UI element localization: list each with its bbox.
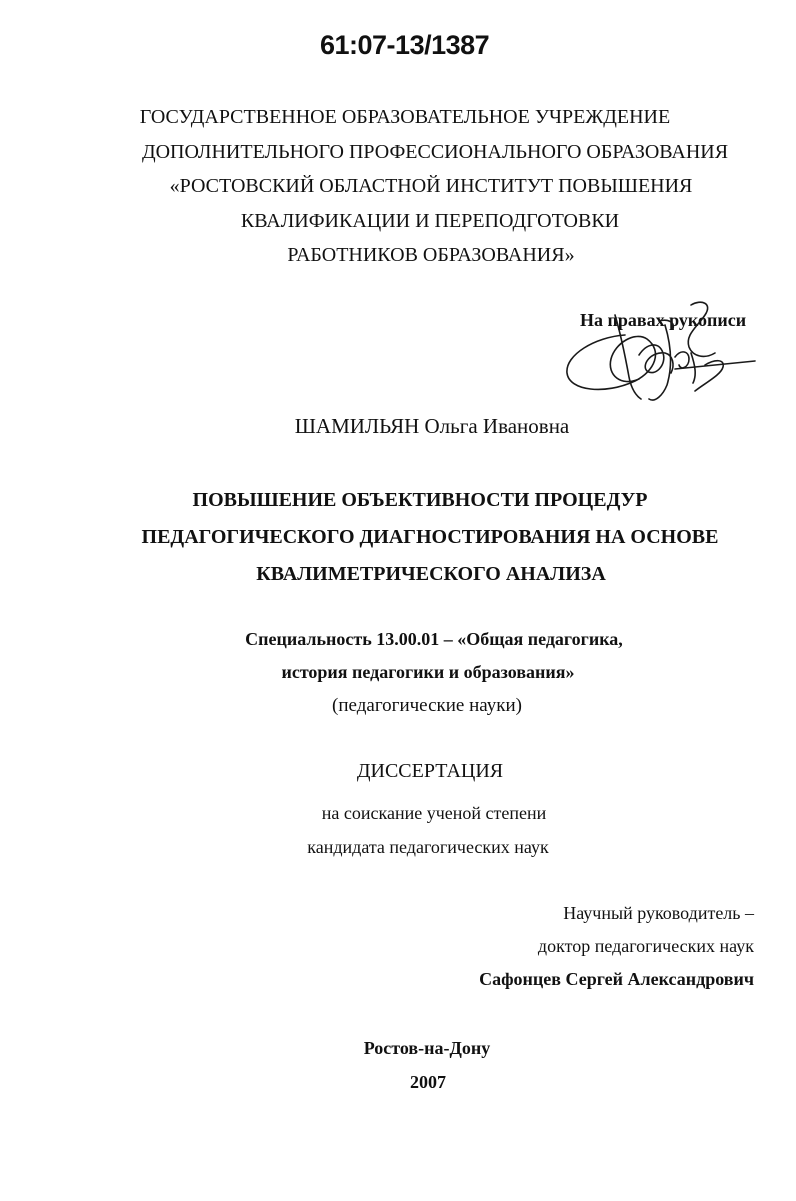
- city: Ростов-на-Дону: [363, 1038, 491, 1058]
- dissertation-title: [0, 482, 796, 593]
- science-field: (педагогические науки): [332, 695, 522, 716]
- supervisor-degree: доктор педагогических наук: [537, 936, 754, 956]
- institution-line: РАБОТНИКОВ ОБРАЗОВАНИЯ»: [287, 244, 575, 266]
- year: 2007: [410, 1072, 446, 1092]
- supervisor-name: Сафонцев Сергей Александрович: [479, 969, 754, 989]
- manuscript-note: На правах рукописи: [580, 310, 747, 330]
- institution-block: [0, 100, 796, 273]
- specialty-block: [0, 623, 796, 722]
- degree-line: на соискание ученой степени: [321, 803, 547, 823]
- author-name: ШАМИЛЬЯН Ольга Ивановна: [294, 414, 570, 438]
- specialty-line: история педагогики и образования»: [281, 662, 575, 682]
- supervisor-role: Научный руководитель –: [563, 903, 754, 923]
- title-line: ПОВЫШЕНИЕ ОБЪЕКТИВНОСТИ ПРОЦЕДУР: [192, 489, 648, 511]
- degree-block: [0, 796, 796, 864]
- institution-line: ГОСУДАРСТВЕННОЕ ОБРАЗОВАТЕЛЬНОЕ УЧРЕЖДЕНИЕ: [139, 106, 671, 128]
- institution-line: КВАЛИФИКАЦИИ И ПЕРЕПОДГОТОВКИ: [240, 209, 620, 232]
- dissertation-label: ДИССЕРТАЦИЯ: [356, 760, 504, 782]
- title-line: ПЕДАГОГИЧЕСКОГО ДИАГНОСТИРОВАНИЯ НА ОСНОВЕ: [141, 526, 719, 548]
- institution-line: ДОПОЛНИТЕЛЬНОГО ПРОФЕССИОНАЛЬНОГО ОБРАЗОВАНИЯ: [141, 140, 729, 163]
- handwritten-signature: [555, 295, 760, 407]
- degree-line: кандидата педагогических наук: [307, 837, 549, 857]
- archive-code: 61:07-13/1387: [320, 30, 490, 60]
- institution-line: «РОСТОВСКИЙ ОБЛАСТНОЙ ИНСТИТУТ ПОВЫШЕНИЯ: [169, 175, 693, 197]
- supervisor-block: [479, 897, 754, 996]
- title-line: КВАЛИМЕТРИЧЕСКОГО АНАЛИЗА: [256, 563, 606, 585]
- specialty-line: Специальность 13.00.01 – «Общая педагогика,: [245, 629, 623, 649]
